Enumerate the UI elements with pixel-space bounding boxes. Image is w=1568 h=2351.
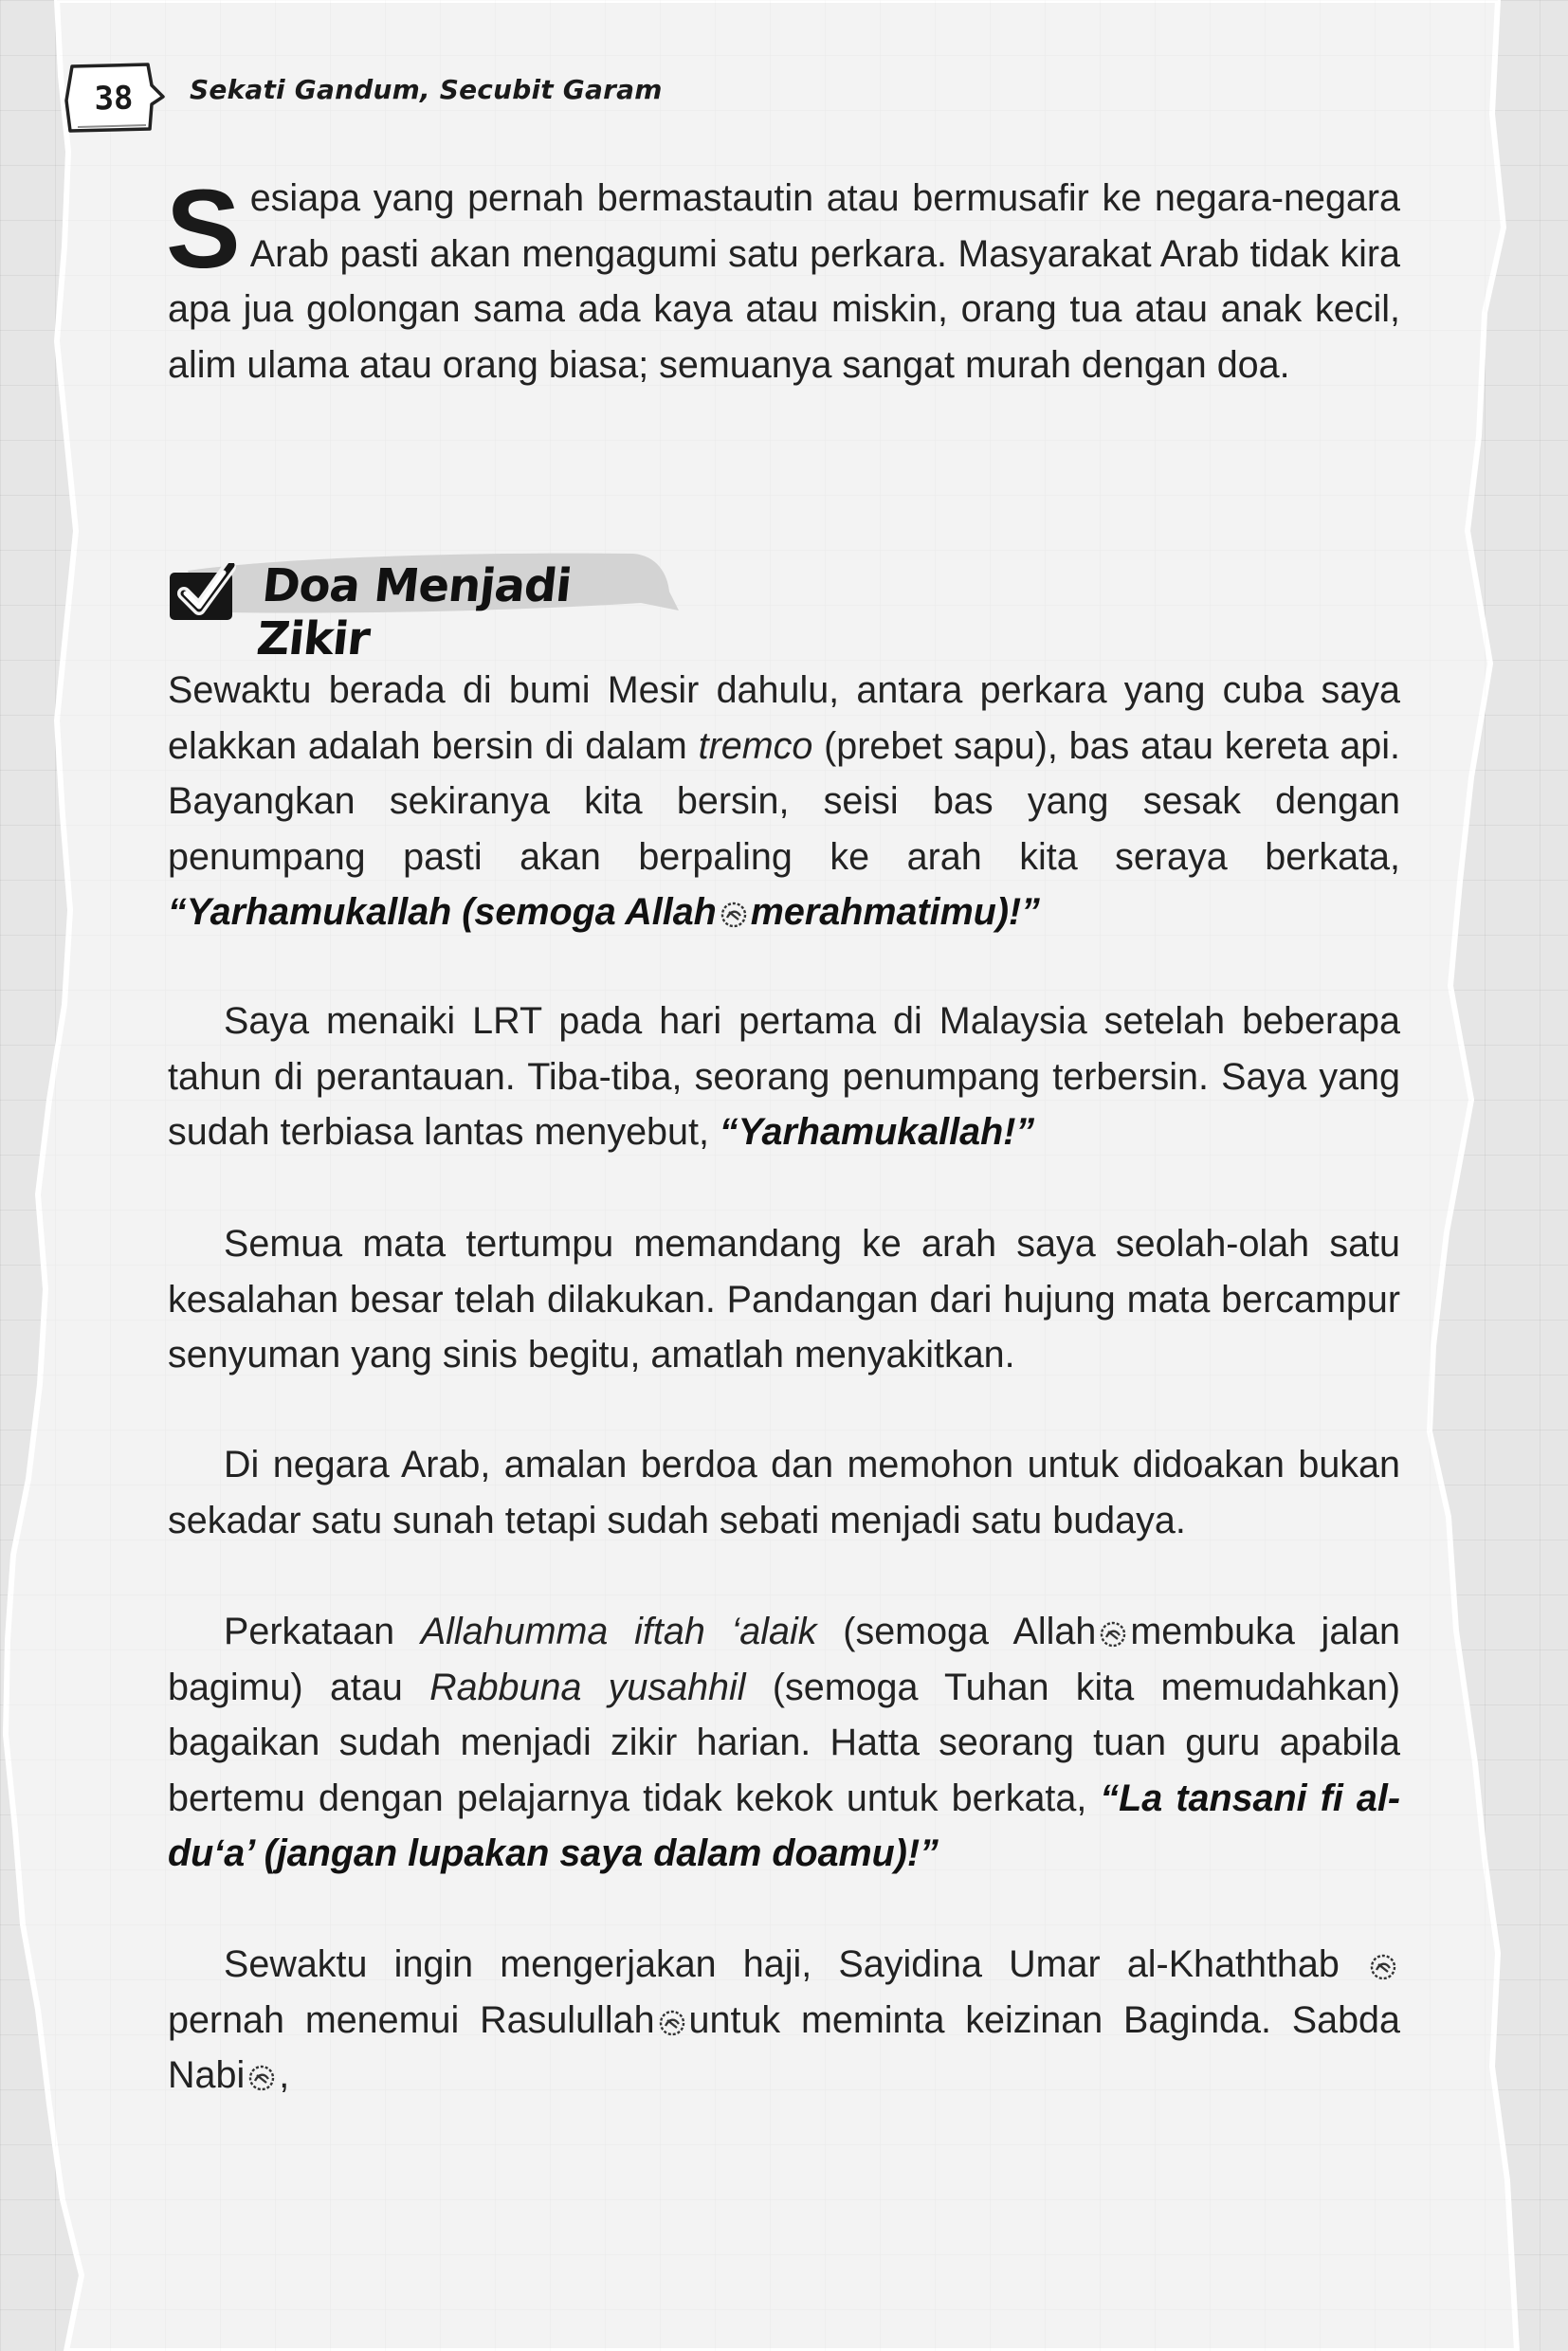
text-run-italic: Rabbuna yusahhil [429,1666,746,1708]
honorific-calligraphy-icon [720,901,748,929]
text-run: Sewaktu ingin mengerjakan haji, Sayidina Umar al-Khaththab [224,1943,1340,1985]
text-run: Sewaktu berada di bumi Mesir dahulu, antara perkara yang cuba saya elakkan adalah bersin di dalam [168,669,1400,767]
paragraph-2 [168,993,1400,1160]
paragraph-1 [168,663,1400,940]
text-run: Perkataan [224,1611,421,1652]
text-run-bold-italic: merahmatimu)!” [750,891,1040,933]
text-run: untuk meminta keizinan Baginda. Sabda Nabi [168,1998,1400,2096]
paragraph-6 [168,1937,1400,2104]
text-run: Saya menaiki LRT pada hari pertama di Malaysia setelah beberapa tahun di perantauan. Tiba-tiba, seorang penumpang terbersin. Saya yang sudah terbiasa lantas menyebut, [168,1000,1400,1153]
honorific-calligraphy-icon [658,2009,686,2037]
text-run: (semoga Allah [816,1611,1097,1652]
intro-paragraph [166,167,1400,392]
honorific-calligraphy-icon [247,2064,276,2092]
text-run: Semua mata tertumpu memandang ke arah saya seolah-olah satu kesalahan besar telah dilakukan. Pandangan dari hujung mata bercampur senyuman yang sinis begitu, amatlah menyakitkan. [168,1223,1400,1376]
paragraph-4 [168,1437,1400,1548]
intro-text: esiapa yang pernah bermastautin atau bermusafir ke negara-negara Arab pasti akan mengagumi satu perkara. Masyarakat Arab tidak kira apa jua golongan sama ada kaya atau miskin, orang tua atau anak kecil, alim ulama atau orang biasa; semuanya sangat murah dengan doa. [168,177,1400,386]
honorific-calligraphy-icon [1369,1953,1397,1981]
paragraph-5 [168,1604,1400,1882]
checkbox-check-icon [167,563,245,624]
section-heading-text: Doa Menjadi Zikir [254,559,574,665]
text-run: , [279,2054,290,2096]
text-run-italic: tremco [698,724,813,767]
section-heading [167,544,679,665]
text-run-bold-italic: “Yarhamukallah (semoga Allah [168,891,717,933]
page-number: 38 [94,79,134,118]
text-run-bold-italic: “Yarhamukallah!” [719,1111,1035,1153]
text-run: Di negara Arab, amalan berdoa dan memohon untuk didoakan bukan sekadar satu sunah tetapi sudah sebati menjadi satu budaya. [168,1444,1400,1541]
text-run: membuka jalan bagimu) atau [168,1611,1400,1708]
text-run-italic: Allahumma iftah ‘alaik [420,1611,817,1652]
text-run-bold-italic: “La tansani fi al-du‘a’ (jangan lupakan saya dalam doamu)!” [168,1777,1400,1874]
text-run: (semoga Tuhan kita memudahkan) bagaikan sudah menjadi zikir harian. Hatta seorang tuan guru apabila bertemu dengan pelajarnya tidak kekok untuk berkata, [168,1666,1400,1819]
drop-cap: S [166,167,241,292]
running-title: Sekati Gandum, Secubit Garam [190,74,663,105]
text-run: (prebet sapu), bas atau kereta api. Bayangkan sekiranya kita bersin, seisi bas yang sesak dengan penumpang pasti akan berpaling ke arah kita seraya berkata, [168,724,1401,878]
honorific-calligraphy-icon [1099,1620,1127,1649]
text-run: pernah menemui Rasulullah [168,1998,655,2041]
paragraph-3 [168,1216,1400,1383]
